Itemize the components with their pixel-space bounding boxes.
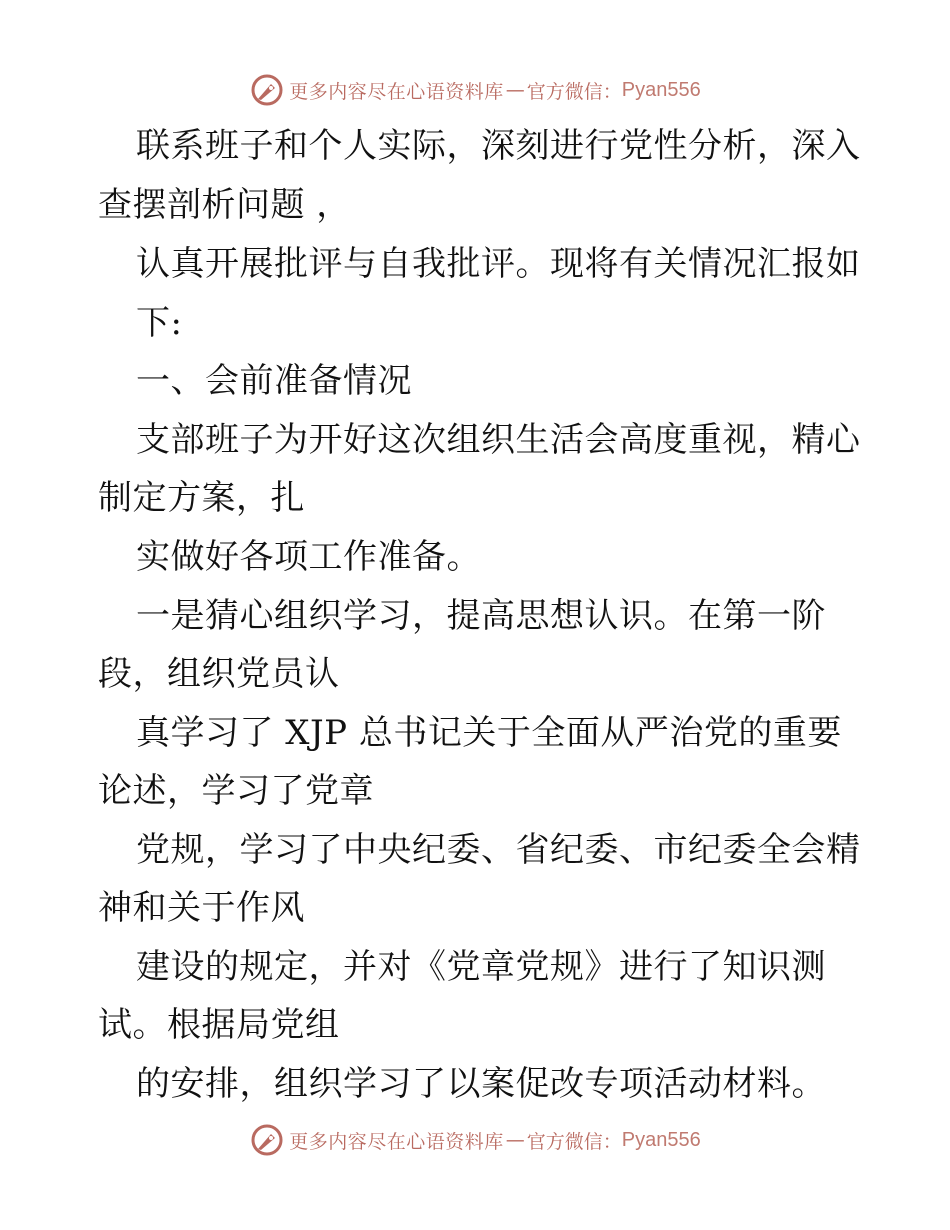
watermark-dash: — (505, 79, 525, 101)
watermark-wechat-id: Pyan556 (621, 78, 701, 101)
body-line: 神和关于作风 (98, 888, 305, 928)
body-line: 查摆剖析问题 ， (98, 185, 351, 225)
body-line: 建设的规定，并对《党章党规》进行了知识测 (136, 947, 826, 987)
body-line: 制定方案，扎 (98, 478, 305, 518)
body-line: 支部班子为开好这次组织生活会高度重视，精心 (136, 420, 861, 460)
header-watermark (0, 70, 950, 110)
body-line: 党规，学习了中央纪委、省纪委、市纪委全会精 (136, 830, 861, 870)
body-line: 实做好各项工作准备。 (136, 537, 481, 577)
body-line: 一是猜心组织学习，提高思想认识。在第一阶 (136, 596, 826, 636)
footer-watermark (0, 1120, 950, 1160)
watermark-site-text: 更多内容尽在心语资料库 (289, 80, 504, 103)
body-line: 认真开展批评与自我批评。现将有关情况汇报如 (136, 244, 861, 284)
watermark-wechat-label: 官方微信： (526, 1130, 622, 1153)
pen-nib-logo-icon (249, 72, 285, 108)
body-line: 段，组织党员认 (98, 654, 340, 694)
watermark-dash: — (505, 1129, 525, 1151)
watermark-site-text: 更多内容尽在心语资料库 (289, 1130, 504, 1153)
watermark-wechat-id: Pyan556 (621, 1128, 701, 1151)
body-line: 的安排，组织学习了以案促改专项活动材料。 (136, 1064, 826, 1104)
body-line: 论述，学习了党章 (98, 771, 374, 811)
watermark-wechat-label: 官方微信： (526, 80, 622, 103)
pen-nib-logo-icon (249, 1122, 285, 1158)
section-heading: 一、会前准备情况 (136, 361, 412, 401)
body-line: 联系班子和个人实际，深刻进行党性分析，深入 (136, 126, 861, 166)
body-line: 下: (136, 303, 183, 343)
body-line: 试。根据局党组 (98, 1005, 340, 1045)
body-line: 真学习了 XJP 总书记关于全面从严治党的重要 (136, 713, 842, 753)
